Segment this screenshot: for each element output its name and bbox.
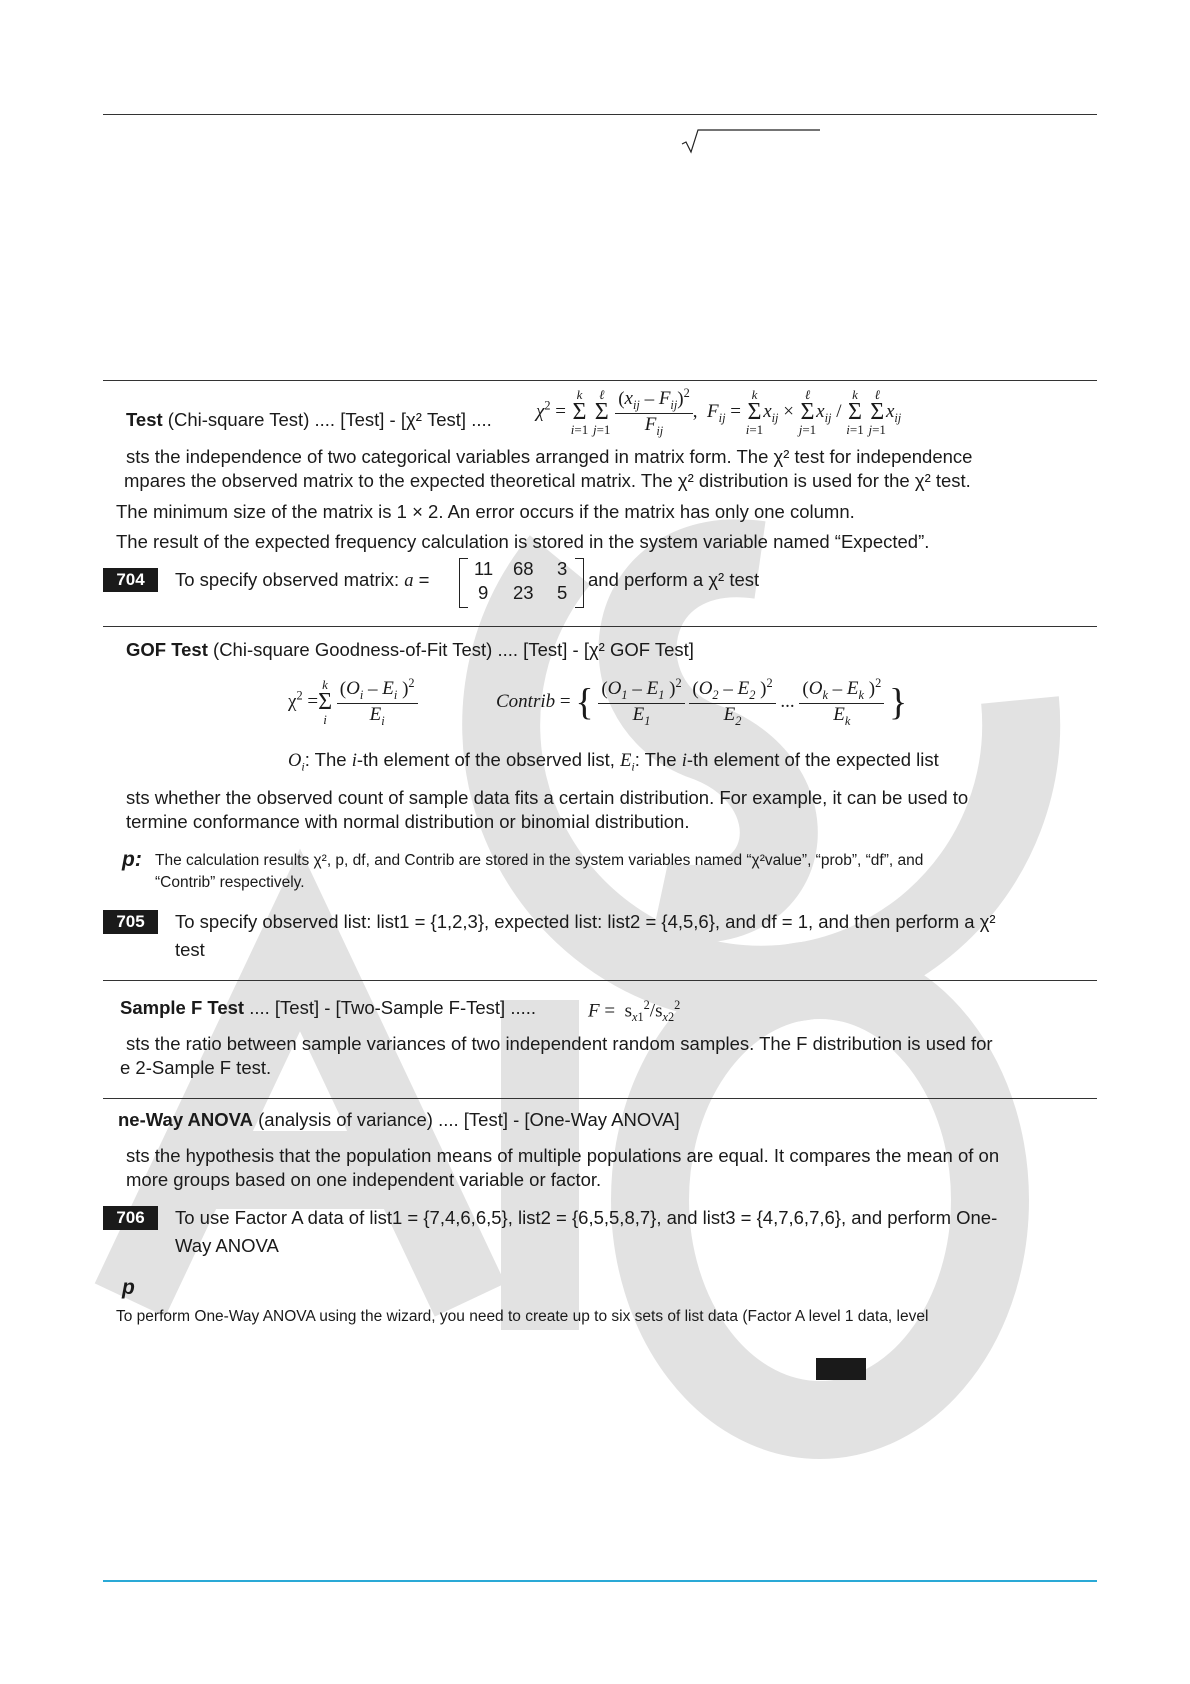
f-test-desc-2: e 2-Sample F test. (120, 1057, 272, 1078)
matrix-right-bracket (575, 558, 584, 608)
section-rule-anova (103, 1098, 1097, 1099)
gof-desc-2: termine conformance with normal distribution or binomial distribution. (126, 811, 690, 832)
gof-contrib-formula: Contrib = { $\frac{(O_1 - E_1 )^2}{E_1}$ $\frac{(O_2 - E_2 )^2}{E_2}$ ... $\frac{(O_k - E_k )^2}{E_k}$ } (496, 676, 908, 728)
f-test-formula: $F = s_{x1}^2/s_{x2}^2$ (588, 998, 681, 1025)
gof-desc-1: sts whether the observed count of sample data fits a certain distribution. For example, it can be used to (126, 787, 969, 808)
section-rule-f (103, 980, 1097, 981)
chi-test-formula: $\chi^2 = k$ Σ i=1 ℓ Σ j=1 $\frac{(x_{ij} - F_{ij})^2}{F_{ij}}$ , $F_{ij} = k$ Σ $i=1x_{ij}$ × ℓ Σ $j=1x_{ij} / k$ Σ i=1 ℓ Σ $j=1x_{ij}$ (536, 386, 902, 438)
chi-test-desc-1: sts the independence of two categorical variables arranged in matrix form. The χ² test for independence (126, 446, 973, 467)
top-rule (103, 114, 1097, 115)
anova-title: ne-Way ANOVA (118, 1109, 253, 1130)
key-button-graphic (816, 1358, 866, 1380)
section-rule-chi (103, 380, 1097, 381)
section-rule-gof (103, 626, 1097, 627)
chi-test-title: Test (126, 409, 163, 430)
gof-tip-2: “Contrib” respectively. (155, 874, 305, 891)
gof-tip-1: The calculation results χ², p, df, and Contrib are stored in the system variables named “χ²value”, “prob”, “df”, and (155, 852, 924, 869)
matrix-cell: 9 (478, 582, 489, 603)
gof-test-heading (126, 638, 694, 661)
f-test-desc-1: sts the ratio between sample variances of two independent random samples. The F distribution is used for (126, 1033, 993, 1054)
sqrt-symbol (680, 128, 820, 154)
f-test-heading (120, 996, 536, 1019)
matrix-left-bracket (459, 558, 468, 608)
example-704-text: To specify observed matrix: a = (175, 569, 430, 591)
example-705-text: To specify observed list: list1 = {1,2,3}, expected list: list2 = {4,5,6}, and df = 1, and then perform a χ² (175, 911, 996, 932)
example-705-badge: 705 (103, 910, 158, 934)
chi-test-note-2: The result of the expected frequency calculation is stored in the system variable named “Expected”. (116, 531, 930, 552)
chi-test-note-1: The minimum size of the matrix is 1 × 2. An error occurs if the matrix has only one column. (116, 501, 855, 522)
example-706-text: To use Factor A data of list1 = {7,4,6,6,5}, list2 = {6,5,5,8,7}, and list3 = {4,7,6,7,6}, and perform One- (175, 1207, 998, 1228)
f-test-title-rest: .... [Test] - [Two-Sample F-Test] ..... (244, 997, 537, 1018)
anova-heading (118, 1108, 680, 1131)
anova-tip-1: To perform One-Way ANOVA using the wizard, you need to create up to six sets of list data (Factor A level 1 data, level (116, 1308, 929, 1325)
matrix-cell: 5 (557, 582, 568, 603)
gof-legend: $O_i$: The i-th element of the observed list, $E_i$: The i-th element of the expected list (288, 749, 939, 774)
gof-test-title-rest: (Chi-square Goodness-of-Fit Test) .... [Test] - [χ² GOF Test] (207, 639, 694, 660)
matrix-cell: 3 (557, 558, 568, 579)
gof-chi-formula: $\chi^2 =k$ Σ i $\frac{(O_i - E_i )^2}{E_i}$ (288, 676, 418, 729)
f-test-title: Sample F Test (120, 997, 245, 1018)
chi-test-desc-2: mpares the observed matrix to the expected theoretical matrix. The χ² distribution is used for the χ² test. (124, 470, 971, 491)
matrix-cell: 11 (474, 558, 494, 579)
chi-test-title-rest: (Chi-square Test) .... [Test] - [χ² Test] .... (162, 409, 492, 430)
matrix-cell: 23 (513, 582, 534, 603)
matrix-cell: 68 (513, 558, 534, 579)
footer-rule (103, 1580, 1097, 1582)
anova-tip-label: p (122, 1276, 135, 1299)
gof-tip-label: p: (122, 848, 142, 871)
example-704-badge: 704 (103, 568, 158, 592)
example-704-tail: and perform a χ² test (588, 569, 760, 590)
anova-desc-1: sts the hypothesis that the population means of multiple populations are equal. It compares the mean of on (126, 1145, 1000, 1166)
example-706-badge: 706 (103, 1206, 158, 1230)
anova-desc-2: more groups based on one independent variable or factor. (126, 1169, 602, 1190)
anova-title-rest: (analysis of variance) .... [Test] - [One-Way ANOVA] (253, 1109, 680, 1130)
example-705-text-2: test (175, 939, 205, 960)
example-706-text-2: Way ANOVA (175, 1235, 279, 1256)
gof-test-title: GOF Test (126, 639, 208, 660)
chi-test-heading (126, 408, 492, 431)
